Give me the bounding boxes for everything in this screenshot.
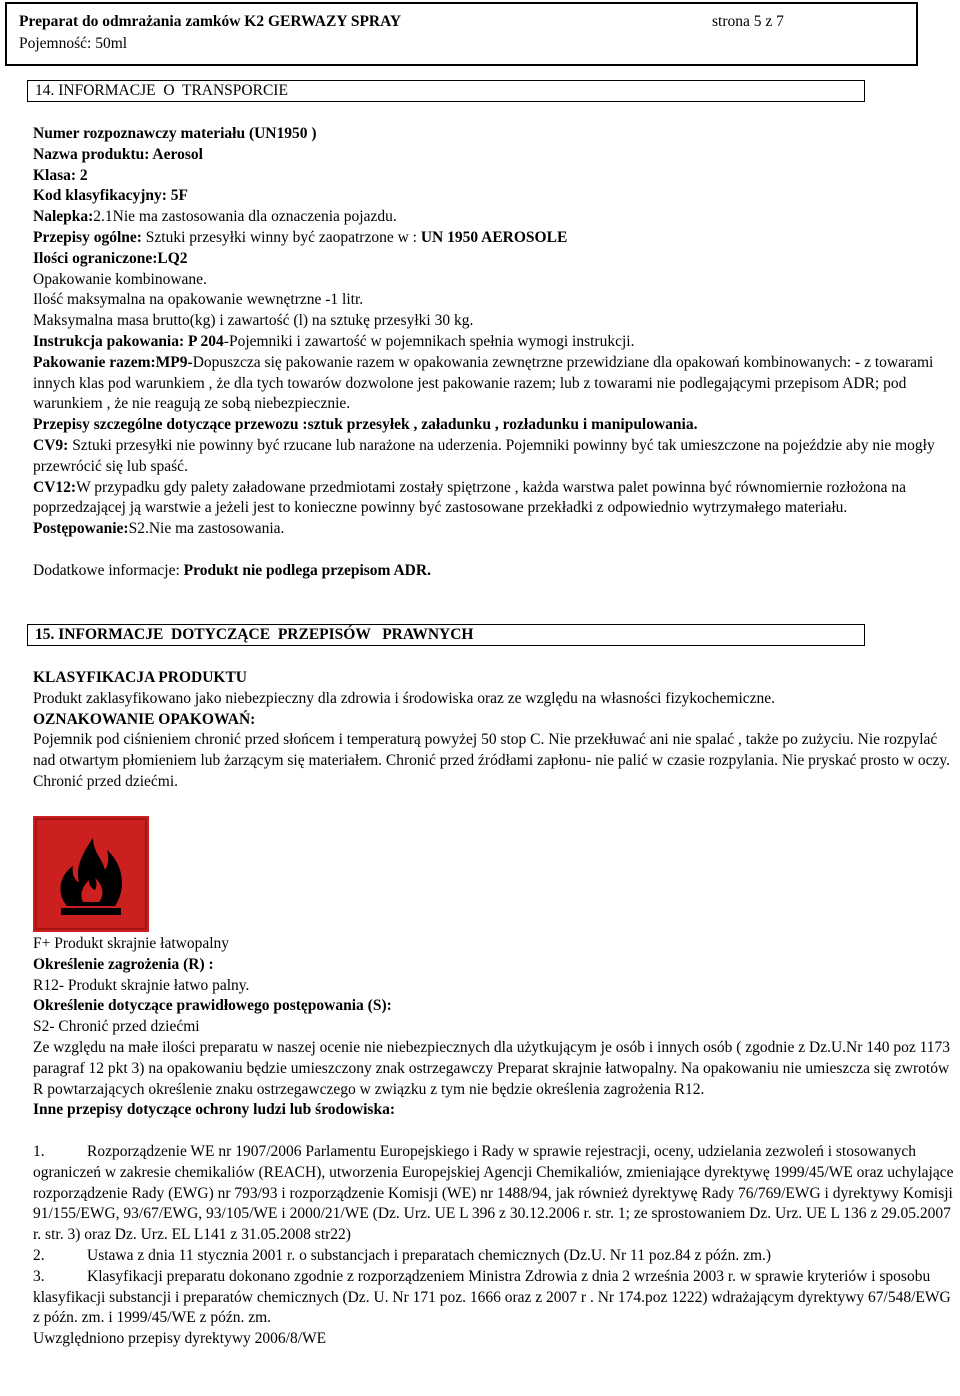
product-name: Nazwa produktu: Aerosol [33, 145, 203, 163]
regulation-item-text: Klasyfikacji preparatu dokonano zgodnie z rozporządzeniem Ministra Zdrowia z dnia 2 września 2003 r. w sprawie kryteriów i sposobu klasyfikacji substancji i preparatów chemicznych (Dz. U. Nr 171 poz. 1666 oraz z 2007 r . Nr 174.poz 1222) wdrażającym dyrektywy 67/548/EWG z późn. zm. i 1999/45/WE z późn. zm. [33, 1267, 951, 1327]
general-rules-line [33, 228, 955, 249]
cv12-value: W przypadku gdy palety załadowane przedmiotami zostały spiętrzone , każda warstwa palet powinna być równomiernie rozłożona na poprzedzającej ją warstwie a jeżeli jest to konieczne powinny być zastosowane przekładki z odpowiednio wytrzymałego materiału. [33, 478, 907, 517]
procedure-line [33, 519, 955, 540]
mixed-packing-paragraph [33, 353, 955, 415]
additional-info-line [33, 561, 955, 582]
additional-info-key: Dodatkowe informacje: [33, 561, 184, 579]
mixed-packing-key: Pakowanie razem:MP9- [33, 353, 193, 371]
classification-heading: KLASYFIKACJA PRODUKTU [33, 669, 248, 686]
packing-instruction-key: Instrukcja pakowania: P 204 [33, 332, 224, 350]
labelling-heading: OZNAKOWANIE OPAKOWAŃ: [33, 710, 256, 728]
document-title: Preparat do odmrażania zamków K2 GERWAZY SPRAY [19, 13, 402, 30]
regulation-item-1 [33, 1142, 955, 1246]
general-rules-un: UN 1950 AEROSOLE [416, 228, 568, 246]
page-number: strona 5 z 7 [712, 13, 784, 30]
pictogram-caption: F+ Produkt skrajnie łatwopalny [33, 935, 230, 952]
classification-text: Produkt zaklasyfikowano jako niebezpieczny dla zdrowia i środowiska oraz ze względu na własności fizykochemiczne. [33, 689, 776, 707]
procedure-value: S2.Nie ma zastosowania. [128, 520, 285, 538]
procedure-key: Postępowanie: [33, 520, 129, 538]
special-provisions: Przepisy szczególne dotyczące przewozu :sztuk przesyłek , załadunku , rozładunku i manipulowania. [33, 416, 698, 434]
s-phrase-heading: Określenie dotyczące prawidłowego postępowania (S): [33, 997, 392, 1015]
capacity-label: Pojemność: 50ml [19, 35, 128, 52]
regulation-item-text: Rozporządzenie WE nr 1907/2006 Parlamentu Europejskiego i Rady w sprawie rejestracji, oceny, udzielania zezwoleń i stosowanych ograniczeń w zakresie chemikaliów (REACH), utworzenia Europejskiej Agencji Chemikaliów, zmieniające dyrektywę 1999/45/WE oraz uchylające rozporządzenie Rady (EWG) nr 793/93 i rozporządzenie Komisji (WE) nr 1488/94, jak również dyrektywę Rady 76/769/EWG i dyrektywy Komisji 91/155/EWG, 93/67/EWG, 93/105/WE i 2000/21/WE (Dz. Urz. UE L 396 z 30.12.2006 r. str. 1; ze sprostowaniem Dz. Urz. UE L 136 z 29.05.2007 r. str. 3) oraz Dz. Urz. EL L141 z 31.05.2008 str22) [33, 1142, 954, 1244]
other-regulations-heading: Inne przepisy dotyczące ochrony ludzi lub środowiska: [33, 1101, 395, 1119]
limited-quantities: Ilości ograniczone:LQ2 [33, 249, 188, 267]
cv12-key: CV12: [33, 478, 77, 496]
section-14-heading: 14. INFORMACJE O TRANSPORCIE [27, 80, 865, 102]
section-15-content [33, 668, 955, 793]
label-line [33, 207, 955, 228]
un-number: Numer rozpoznawczy materiału (UN1950 ) [33, 125, 317, 142]
regulation-item-number: 1. [33, 1142, 45, 1160]
regulation-item-number: 2. [33, 1246, 45, 1264]
label-value: 2.1Nie ma zastosowania dla oznaczenia pojazdu. [93, 208, 397, 226]
document-header [5, 2, 918, 66]
cv12-paragraph [33, 478, 955, 520]
additional-info-value: Produkt nie podlega przepisom ADR. [183, 561, 431, 579]
packing-instruction-value: -Pojemniki i zawartość w pojemnikach spełnia wymogi instrukcji. [223, 332, 635, 350]
regulation-item-2 [33, 1246, 955, 1267]
max-inner-quantity: Ilość maksymalna na opakowanie wewnętrzne -1 litr. [33, 291, 364, 309]
small-quantity-note: Ze względu na małe ilości preparatu w naszej ocenie nie niebezpiecznych dla użytkującym je osób i innych osób ( zgodnie z Dz.U.Nr 140 poz 1173 paragraf 12 pkt 3) na opakowaniu będzie umieszczony znak ostrzegawczy Preparat skrajnie łatwopalny. Na opakowaniu nie umieszcza się zwrotów R powtarzających określenie znaku ostrzegawczego w związku z tym nie będzie określenia zagrożenia R12. [33, 1038, 951, 1098]
section-15-content-2 [33, 934, 955, 1350]
directive-note: Uwzględniono przepisy dyrektywy 2006/8/WE [33, 1330, 327, 1348]
combined-packaging: Opakowanie kombinowane. [33, 270, 207, 288]
label-key: Nalepka: [33, 208, 94, 226]
transport-class: Klasa: 2 [33, 166, 88, 184]
r-phrase-text: R12- Produkt skrajnie łatwo palny. [33, 976, 250, 994]
regulation-item-text: Ustawa z dnia 11 stycznia 2001 r. o substancjach i preparatach chemicznych (Dz.U. Nr 11 poz.84 z późn. zm.) [87, 1246, 772, 1264]
regulation-item-3 [33, 1267, 955, 1329]
cv9-key: CV9: [33, 436, 69, 454]
general-rules-key: Przepisy ogólne: [33, 228, 142, 246]
labelling-text: Pojemnik pod ciśnieniem chronić przed słońcem i temperaturą powyżej 50 stop C. Nie przekłuwać ani nie spalać , także po zużyciu. Nie rozpylać nad otwartym płomieniem lub żarzącym się materiałem. Chronić przed źródłami zapłonu- nie palić w czasie rozpylania. Nie pryskać prosto w oczy. Chronić przed dziećmi. [33, 731, 951, 790]
section-15-heading: 15. INFORMACJE DOTYCZĄCE PRZEPISÓW PRAWNYCH [27, 624, 865, 646]
class-code: Kod klasyfikacyjny: 5F [33, 187, 189, 205]
mixed-packing-value: Dopuszcza się pakowanie razem w opakowania zewnętrzne przewidziane dla opakowań kombinowanych: - z towarami innych klas pod warunkiem , że dla tych towarów dozwolone jest pakowanie razem; lub z towarami nie podlegającymi przepisom ADR; pod warunkiem , że nie reagują ze sobą niebezpiecznie. [33, 353, 934, 413]
regulation-item-number: 3. [33, 1267, 45, 1285]
packing-instruction-line [33, 332, 955, 353]
cv9-value: Sztuki przesyłki nie powinny być rzucane lub narażone na uderzenia. Pojemniki powinny być tak umieszczone na pojeździe aby nie mogły przewrócić się lub spaść. [33, 436, 935, 475]
r-phrase-heading: Określenie zagrożenia (R) : [33, 955, 214, 973]
s-phrase-text: S2- Chronić przed dziećmi [33, 1018, 200, 1036]
general-rules-value: Sztuki przesyłki winny być zaopatrzone w : [141, 228, 417, 246]
section-14-content [33, 124, 955, 582]
flammable-pictogram [33, 816, 149, 932]
cv9-paragraph [33, 436, 955, 478]
max-gross-mass: Maksymalna masa brutto(kg) i zawartość (l) na sztukę przesyłki 30 kg. [33, 312, 474, 330]
